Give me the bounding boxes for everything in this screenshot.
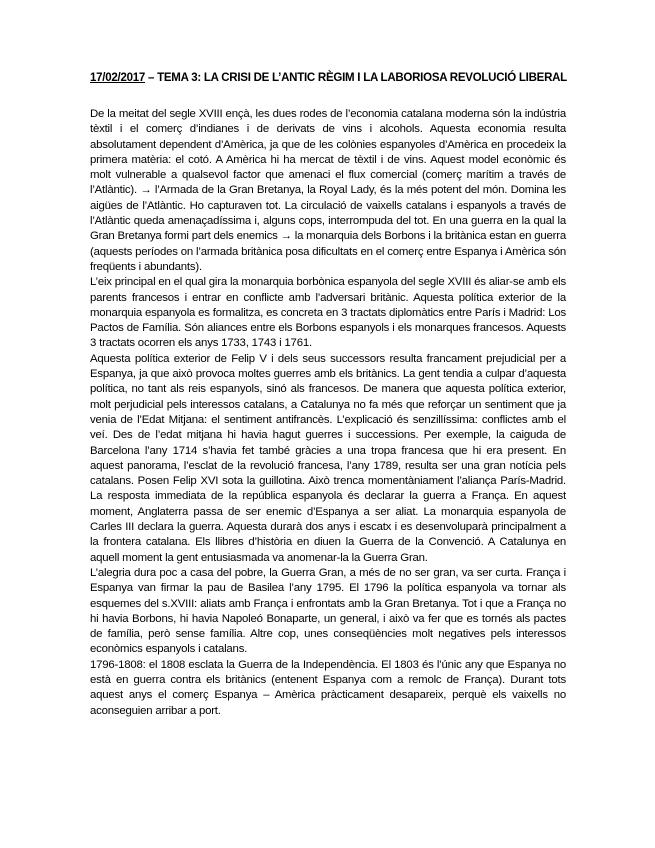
paragraph-3: Aquesta política exterior de Felip V i dels seus successors resulta francament prejudicial per a Espanya, ja que això provoca moltes guerres amb els britànics. La gent tendia a culpar d’aquesta política, no tant als reis espanyols, sinó als francesos. De manera que aquesta política exterior, molt perjudicial pels interessos catalans, a Catalunya no fa més que reforçar un sentiment que ja venia de l’Edat Mitjana: el sentiment antifrancès. L’explicació és senzillíssima: conflictes amb el veí. Des de l’edat mitjana hi havia hagut guerres i successions. Per exemple, la caiguda de Barcelona l’any 1714 s’havia fet també gràcies a una tropa francesa que hi era present. En aquest panorama, l’esclat de la revolució francesa, l’any 1789, resulta ser una gran notícia pels catalans. Posen Felip XVI sota la guillotina. Això trenca momentàniament l’aliança París-Madrid. La resposta immediata de la república espanyola és declarar la guerra a França. En aquest moment, Anglaterra passa de ser enemic d’Espanya a ser aliat. La monarquia espanyola de Carles III declara la guerra. Aquesta durarà dos anys i escatx i es desenvoluparà principalment a la frontera catalana. Els llibres d’història en diuen la Guerra de la Convenció. A Catalunya en aquell moment la gent entusiasmada va anomenar-la la Guerra Gran. — [90, 352, 566, 564]
title-text: – TEMA 3: LA CRISI DE L’ANTIC RÈGIM I LA LABORIOSA REVOLUCIÓ LIBERAL — [145, 72, 567, 84]
paragraph-1: De la meitat del segle XVIII ençà, les dues rodes de l’economia catalana moderna són la indústria tèxtil i el comerç d’indianes i de derivats de vins i alcohols. Aquesta economia resulta absolutament dependent d’Amèrica, ja que de les colònies espanyoles d’Amèrica en procedeix la primera matèria: el cotó. A Amèrica hi ha mercat de tèxtil i de vins. Aquest model econòmic és molt vulnerable a qualsevol factor que amenaci el flux comercial (comerç marítim a través de l’Atlàntic). → l’Armada de la Gran Bretanya, la Royal Lady, és la més potent del món. Domina les aigües de l’Atlàntic. Ho capturaven tot. La circulació de vaixells catalans i espanyols a través de l’Atlàntic queda amenaçadíssima i, alguns cops, interrompuda del tot. En una guerra en la qual la Gran Bretanya formi part dels enemics → la monarquia dels Borbons i la britànica estan en guerra (aquests períodes on l’armada britànica posa dificultats en el comerç entre Espanya i Amèrica són freqüents i abundants). — [90, 108, 566, 273]
title-date: 17/02/2017 — [90, 72, 146, 84]
paragraph-2: L’eix principal en el qual gira la monarquia borbònica espanyola del segle XVIII és aliar-se amb els parents francesos i entrar en conflicte amb l’adversari britànic. Aquesta política exterior de la monarquia espanyola es formalitza, es concreta en 3 tractats diplomàtics entre París i Madrid: Los Pactos de Família. Són aliances entre els Borbons espanyols i els monarques francesos. Aquests 3 tractats ocorren els anys 1733, 1743 i 1761. — [90, 276, 566, 350]
paragraph-5: 1796-1808: el 1808 esclata la Guerra de la Independència. El 1803 és l’únic any que Espanya no està en guerra contra els britànics (entenent Espanya com a remolc de França). Durant tots aquest anys el comerç Espanya – Amèrica pràcticament desapareix, perquè els vaixells no aconseguien arribar a port. — [90, 658, 566, 717]
document-body — [90, 107, 566, 719]
paragraph-4: L’alegria dura poc a casa del pobre, la Guerra Gran, a més de no ser gran, va ser curta. França i Espanya van firmar la pau de Basilea l’any 1795. El 1796 la política espanyola va tornar als esquemes del s.XVIII: aliats amb França i enfrontats amb la Gran Bretanya. Tot i que a França no hi havia Borbons, hi havia Napoleó Bonaparte, un general, i això va fer que es tornés als pactes de família, però sense família. Altre cop, unes conseqüències molt negatives pels interessos econòmics espanyols i catalans. — [90, 566, 566, 656]
page-title — [90, 72, 570, 84]
